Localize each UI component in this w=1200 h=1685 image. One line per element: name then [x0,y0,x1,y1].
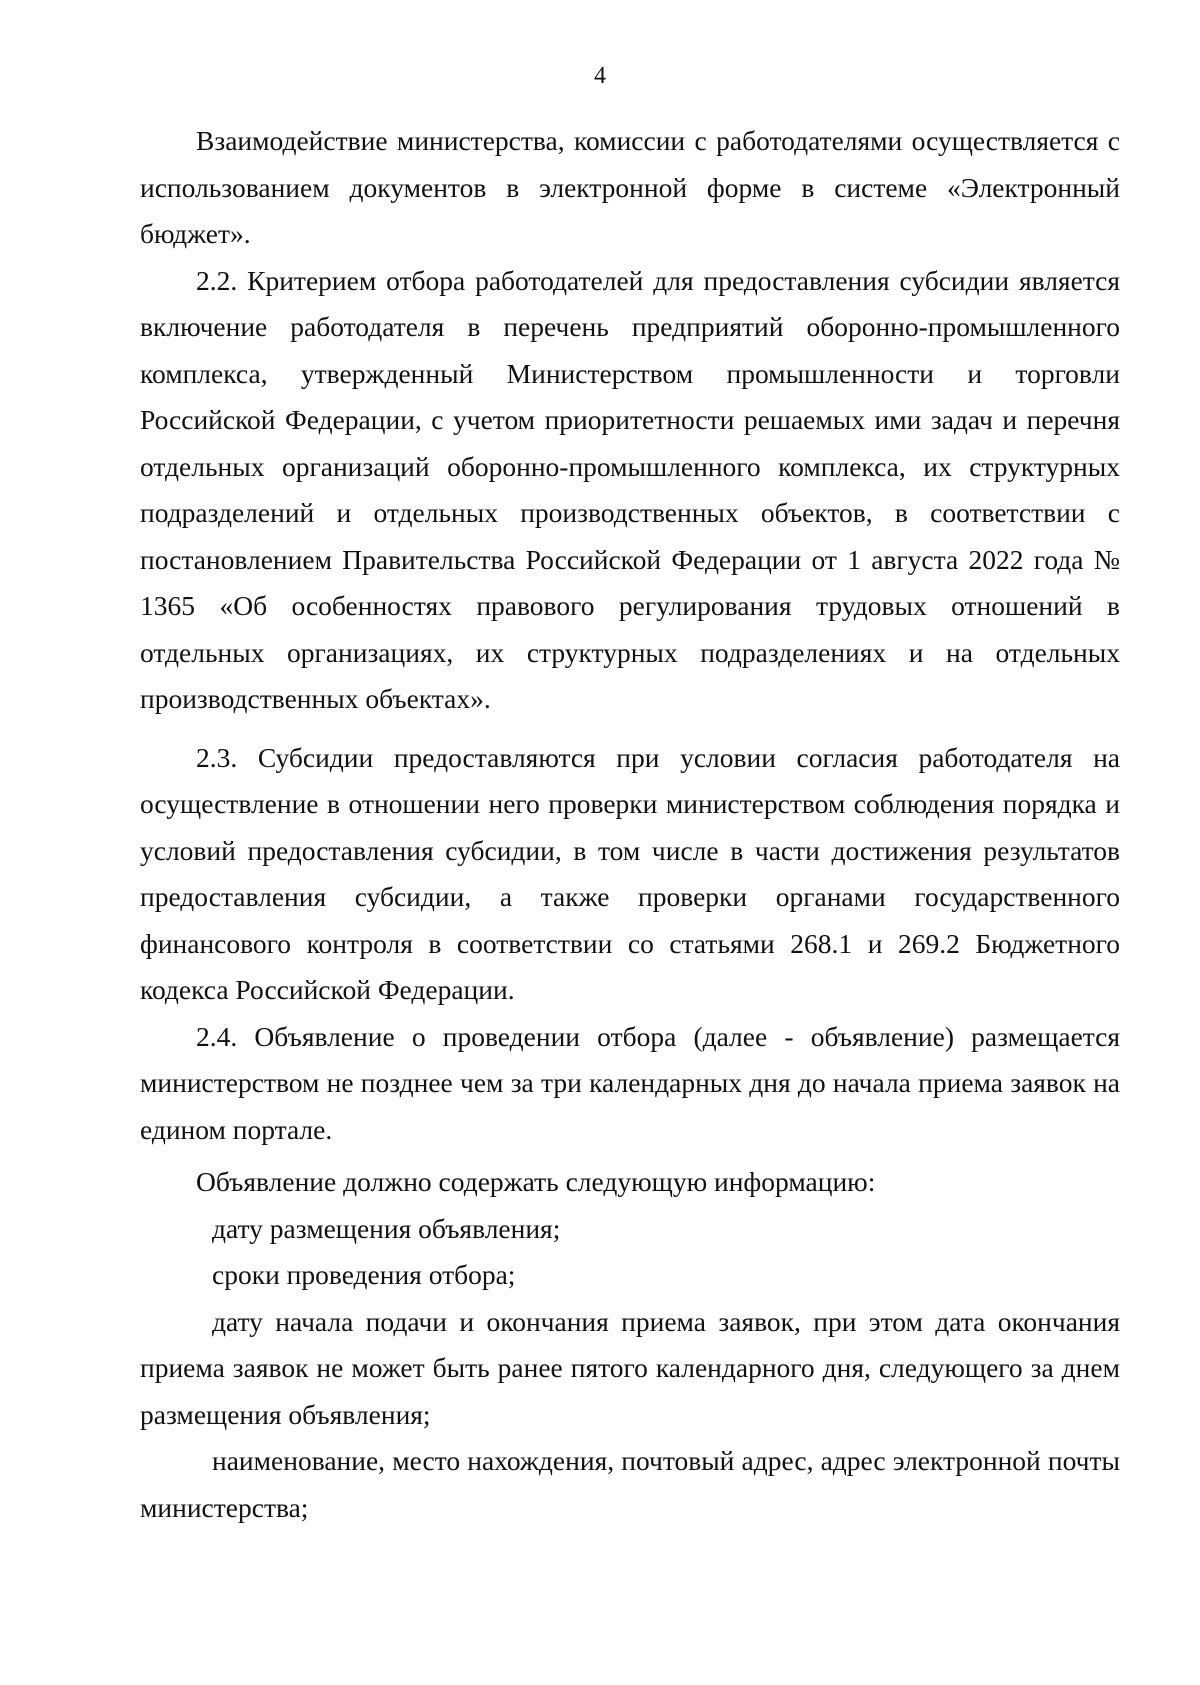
paragraph-announcement-intro: Объявление должно содержать следующую информацию: [196,1166,876,1197]
list-item: дату начала подачи и окончания приема заявок, при этом дата окончания приема заявок не может быть ранее пятого календарного дня, следующего за днем размещения объявления; [140,1305,1120,1430]
list-item: наименование, место нахождения, почтовый адрес, адрес электронной почты министерства; [140,1445,1120,1523]
paragraph-2-4: 2.4. Объявление о проведении отбора (далее - объявление) размещается министерством не позднее чем за три календарных дня до начала приема заявок на едином портале. [140,1020,1120,1145]
paragraph-2-3: 2.3. Субсидии предоставляются при условии согласия работодателя на осуществление в отношении него проверки министерством соблюдения порядка и условий предоставления субсидии, в том числе в части достижения результатов предоставления субсидии, а также проверки органами государственного финансового контроля в соответствии со статьями 268.1 и 269.2 Бюджетного кодекса Российской Федерации. [140,741,1120,1005]
list-item: сроки проведения отбора; [212,1259,516,1290]
paragraph-interaction: Взаимодействие министерства, комиссии с работодателями осуществляется с использованием документов в электронной форме в системе «Электронный бюджет». [140,125,1120,249]
list-item: дату размещения объявления; [212,1212,561,1244]
page-number: 4 [594,63,606,89]
document-body [140,118,1120,1531]
paragraph-2-2: 2.2. Критерием отбора работодателей для предоставления субсидии является включение работодателя в перечень предприятий оборонно-промышленного комплекса, утвержденный Министерством промышленности и торговли Российской Федерации, с учетом приоритетности решаемых ими задач и перечня отдельных организаций оборонно-промышленного комплекса, их структурных подразделений и отдельных производственных объектов, в соответствии с постановлением Правительства Российской Федерации от 1 августа 2022 года № 1365 «Об особенностях правового регулирования трудовых отношений в отдельных организациях, их структурных подразделениях и на отдельных производственных объектах». [140,264,1120,714]
